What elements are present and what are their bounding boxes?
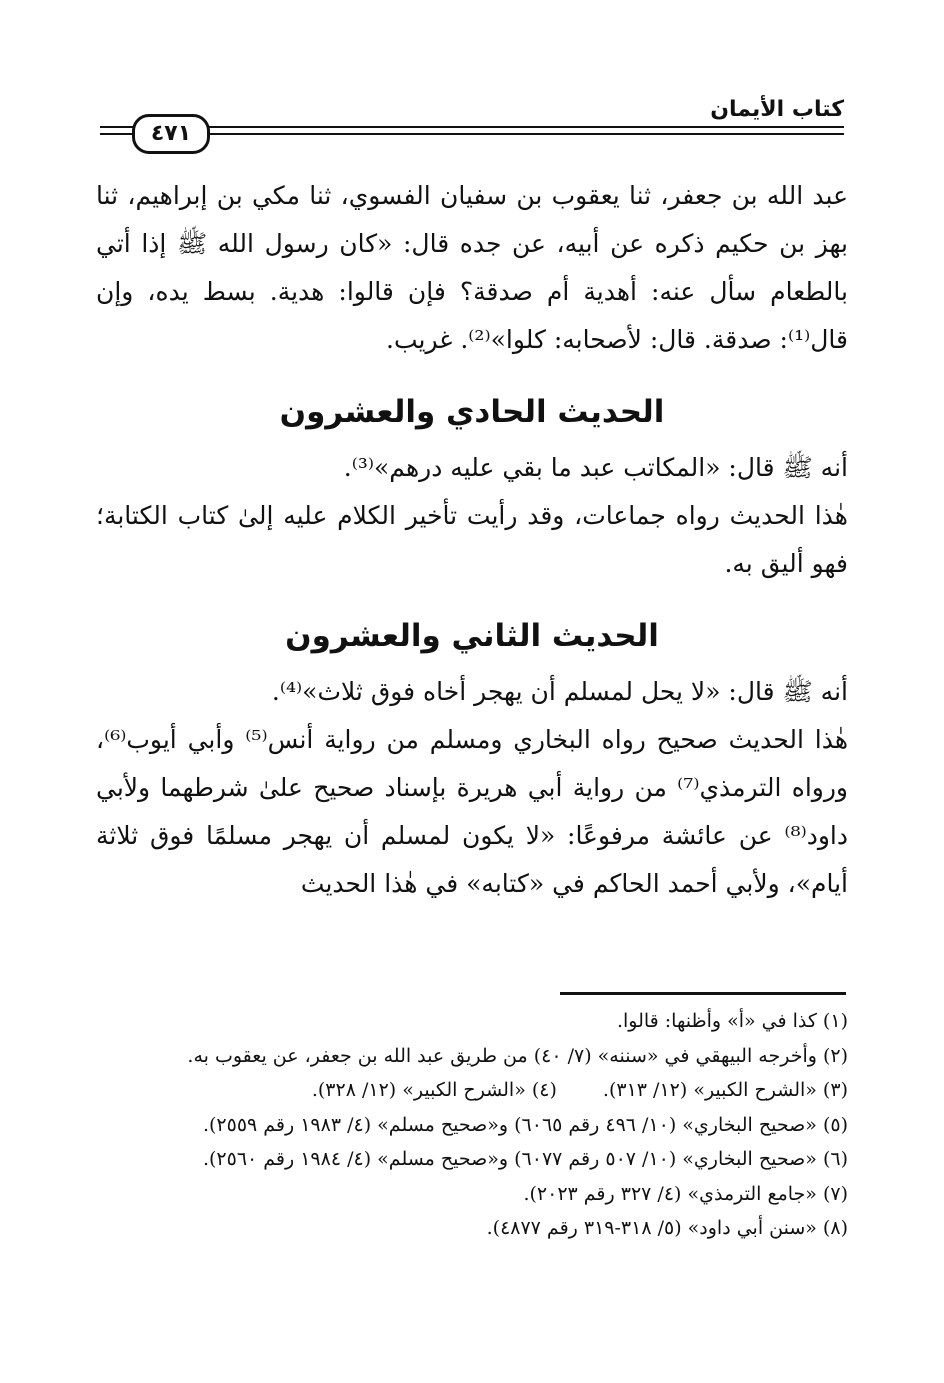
footnote-5: (٥) «صحيح البخاري» (١٠/ ٤٩٦ رقم ٦٠٦٥) و«صحيح مسلم» (٤/ ١٩٨٣ رقم ٢٥٥٩). — [202, 1113, 848, 1136]
header-rule-bottom — [100, 133, 844, 135]
footnote-row-3-4 — [88, 1073, 848, 1108]
page-number: ٤٧١ — [132, 114, 210, 154]
footnote-4: (٤) «الشرح الكبير» (١٢/ ٣٢٨). — [311, 1079, 557, 1101]
footnotes — [88, 1004, 848, 1246]
footnote-separator — [560, 992, 846, 995]
main-text — [96, 172, 848, 908]
section-heading-21: الحديث الحادي والعشرون — [279, 394, 665, 430]
hadith-22-text: أنه ﷺ قال: «لا يحل لمسلم أن يهجر أخاه فوق ثلاث»⁽⁴⁾. — [271, 677, 848, 706]
running-title: كتاب الأيمان — [710, 97, 844, 122]
hadith-21-text: أنه ﷺ قال: «المكاتب عبد ما بقي عليه درهم»⁽³⁾. — [343, 453, 848, 482]
footnote-8: (٨) «سنن أبي داود» (٥/ ٣١٨-٣١٩ رقم ٤٨٧٧). — [486, 1217, 848, 1239]
footnote-1: (١) كذا في «أ» وأظنها: قالوا. — [616, 1010, 848, 1032]
header-rule-top — [100, 126, 844, 128]
footnote-3: (٣) «الشرح الكبير» (١٢/ ٣١٣). — [602, 1079, 848, 1101]
hadith-21-commentary: هٰذا الحديث رواه جماعات، وقد رأيت تأخير الكلام عليه إلىٰ كتاب الكتابة؛ فهو أليق به. — [96, 501, 848, 578]
paragraph-isnad: عبد الله بن جعفر، ثنا يعقوب بن سفيان الفسوي، ثنا مكي بن إبراهيم، ثنا بهز بن حكيم ذكره عن أبيه، عن جده قال: «كان رسول الله ﷺ إذا أتي بالطعام سأل عنه: أهدية أم صدقة؟ فإن قالوا: هدية. بسط يده، وإن قال⁽¹⁾: صدقة. قال: لأصحابه: كلوا»⁽²⁾. غريب. — [96, 181, 848, 354]
footnote-7: (٧) «جامع الترمذي» (٤/ ٣٢٧ رقم ٢٠٢٣). — [523, 1182, 848, 1205]
section-heading-22: الحديث الثاني والعشرون — [285, 618, 659, 654]
footnote-6: (٦) «صحيح البخاري» (١٠/ ٥٠٧ رقم ٦٠٧٧) و«صحيح مسلم» (٤/ ١٩٨٤ رقم ٢٥٦٠). — [202, 1148, 848, 1170]
footnote-2: (٢) وأخرجه البيهقي في «سننه» (٧/ ٤٠) من طريق عبد الله بن جعفر، عن يعقوب به. — [187, 1044, 848, 1067]
hadith-22-commentary: هٰذا الحديث صحيح رواه البخاري ومسلم من رواية أنس⁽⁵⁾ وأبي أيوب⁽⁶⁾، ورواه الترمذي⁽⁷⁾ من رواية أبي هريرة بإسناد صحيح علىٰ شرطهما ولأبي داود⁽⁸⁾ عن عائشة مرفوعًا: «لا يكون لمسلم أن يهجر مسلمًا فوق ثلاثة أيام»، ولأبي أحمد الحاكم في «كتابه» في هٰذا الحديث — [96, 725, 849, 898]
